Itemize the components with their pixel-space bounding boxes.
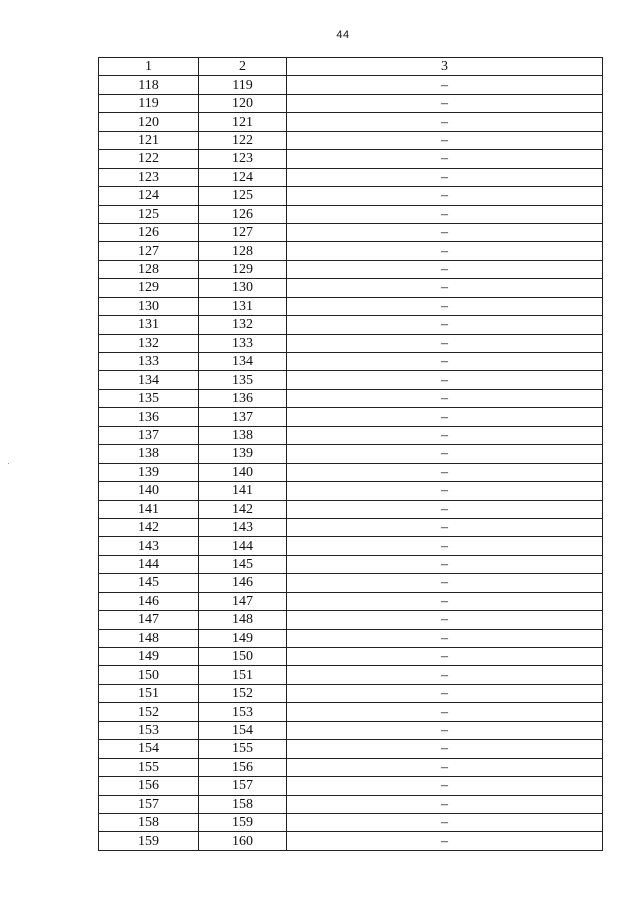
table-cell-col-2: 144 [199, 537, 287, 555]
table-row [99, 94, 603, 112]
table-row [99, 795, 603, 813]
table-row [99, 777, 603, 795]
table-cell-col-1: 128 [99, 260, 199, 278]
table-cell-col-1: 148 [99, 629, 199, 647]
table-cell-col-3: – [287, 777, 603, 795]
column-header-1: 1 [99, 58, 199, 76]
table-cell-col-2: 136 [199, 389, 287, 407]
table-row [99, 629, 603, 647]
table-cell-col-1: 131 [99, 316, 199, 334]
table-cell-col-1: 133 [99, 353, 199, 371]
table-cell-col-3: – [287, 684, 603, 702]
table-row [99, 832, 603, 850]
table-cell-col-1: 151 [99, 684, 199, 702]
table-cell-col-1: 149 [99, 648, 199, 666]
table-cell-col-2: 133 [199, 334, 287, 352]
table-row [99, 555, 603, 573]
table-cell-col-3: – [287, 113, 603, 131]
table-row [99, 518, 603, 536]
table-cell-col-1: 125 [99, 205, 199, 223]
table-cell-col-1: 156 [99, 777, 199, 795]
table-cell-col-2: 146 [199, 574, 287, 592]
table-row [99, 666, 603, 684]
table-cell-col-1: 154 [99, 740, 199, 758]
table-cell-col-1: 134 [99, 371, 199, 389]
table-cell-col-3: – [287, 555, 603, 573]
table-cell-col-2: 156 [199, 758, 287, 776]
table-cell-col-2: 160 [199, 832, 287, 850]
table-cell-col-1: 145 [99, 574, 199, 592]
table-row [99, 574, 603, 592]
table-cell-col-1: 158 [99, 813, 199, 831]
table-cell-col-3: – [287, 500, 603, 518]
table-cell-col-2: 159 [199, 813, 287, 831]
table-row [99, 740, 603, 758]
table-row [99, 371, 603, 389]
table-cell-col-2: 149 [199, 629, 287, 647]
table-cell-col-3: – [287, 629, 603, 647]
table-cell-col-2: 125 [199, 187, 287, 205]
table-cell-col-3: – [287, 223, 603, 241]
table-cell-col-3: – [287, 666, 603, 684]
table-cell-col-2: 157 [199, 777, 287, 795]
table-row [99, 408, 603, 426]
table-cell-col-1: 123 [99, 168, 199, 186]
table-cell-col-1: 144 [99, 555, 199, 573]
table-cell-col-3: – [287, 426, 603, 444]
table-header [99, 58, 603, 76]
table-cell-col-1: 147 [99, 611, 199, 629]
table-cell-col-2: 151 [199, 666, 287, 684]
table-cell-col-3: – [287, 150, 603, 168]
table-cell-col-2: 138 [199, 426, 287, 444]
table-cell-col-1: 138 [99, 445, 199, 463]
table-cell-col-2: 131 [199, 297, 287, 315]
table-cell-col-1: 159 [99, 832, 199, 850]
table-cell-col-1: 142 [99, 518, 199, 536]
table-row [99, 389, 603, 407]
table-cell-col-3: – [287, 648, 603, 666]
table-cell-col-3: – [287, 279, 603, 297]
table-cell-col-2: 153 [199, 703, 287, 721]
table-cell-col-3: – [287, 703, 603, 721]
table-row [99, 297, 603, 315]
table-cell-col-3: – [287, 334, 603, 352]
table-cell-col-3: – [287, 205, 603, 223]
table-cell-col-2: 152 [199, 684, 287, 702]
data-table [98, 57, 603, 851]
table-cell-col-1: 122 [99, 150, 199, 168]
table-cell-col-3: – [287, 574, 603, 592]
table-cell-col-3: – [287, 242, 603, 260]
table-row [99, 242, 603, 260]
table-cell-col-3: – [287, 482, 603, 500]
header-row [99, 58, 603, 76]
table-row [99, 353, 603, 371]
table-cell-col-2: 122 [199, 131, 287, 149]
table-cell-col-1: 157 [99, 795, 199, 813]
table-cell-col-2: 140 [199, 463, 287, 481]
table-cell-col-2: 154 [199, 721, 287, 739]
table-cell-col-3: – [287, 463, 603, 481]
table-cell-col-1: 130 [99, 297, 199, 315]
table-cell-col-1: 140 [99, 482, 199, 500]
table-cell-col-2: 143 [199, 518, 287, 536]
table-cell-col-1: 118 [99, 76, 199, 94]
table-cell-col-2: 148 [199, 611, 287, 629]
margin-mark [8, 463, 9, 464]
table-cell-col-3: – [287, 832, 603, 850]
table-row [99, 131, 603, 149]
table-row [99, 592, 603, 610]
table-cell-col-3: – [287, 721, 603, 739]
table-row [99, 334, 603, 352]
table-cell-col-2: 134 [199, 353, 287, 371]
table-cell-col-3: – [287, 94, 603, 112]
table-row [99, 500, 603, 518]
table-cell-col-1: 152 [99, 703, 199, 721]
table-cell-col-2: 142 [199, 500, 287, 518]
table-cell-col-3: – [287, 592, 603, 610]
table-cell-col-1: 155 [99, 758, 199, 776]
table-body [99, 76, 603, 850]
table-cell-col-1: 132 [99, 334, 199, 352]
table-row [99, 684, 603, 702]
table-cell-col-1: 121 [99, 131, 199, 149]
table-cell-col-1: 136 [99, 408, 199, 426]
table-row [99, 463, 603, 481]
table-row [99, 703, 603, 721]
table-row [99, 223, 603, 241]
table-cell-col-1: 126 [99, 223, 199, 241]
table-row [99, 537, 603, 555]
column-header-2: 2 [199, 58, 287, 76]
table-cell-col-2: 128 [199, 242, 287, 260]
table-cell-col-3: – [287, 740, 603, 758]
table-cell-col-3: – [287, 408, 603, 426]
table-cell-col-2: 126 [199, 205, 287, 223]
table-cell-col-3: – [287, 389, 603, 407]
table-cell-col-1: 119 [99, 94, 199, 112]
table-cell-col-3: – [287, 445, 603, 463]
table-cell-col-1: 143 [99, 537, 199, 555]
table-cell-col-2: 137 [199, 408, 287, 426]
table-cell-col-3: – [287, 297, 603, 315]
table-cell-col-3: – [287, 168, 603, 186]
table-row [99, 279, 603, 297]
table-cell-col-1: 120 [99, 113, 199, 131]
table-cell-col-2: 124 [199, 168, 287, 186]
table-cell-col-2: 119 [199, 76, 287, 94]
table-cell-col-3: – [287, 260, 603, 278]
table-cell-col-1: 150 [99, 666, 199, 684]
table-cell-col-2: 147 [199, 592, 287, 610]
table-cell-col-3: – [287, 187, 603, 205]
table-row [99, 813, 603, 831]
table-cell-col-2: 145 [199, 555, 287, 573]
table-cell-col-1: 137 [99, 426, 199, 444]
table-row [99, 721, 603, 739]
table-row [99, 611, 603, 629]
table-cell-col-1: 153 [99, 721, 199, 739]
table-cell-col-2: 139 [199, 445, 287, 463]
table-cell-col-2: 135 [199, 371, 287, 389]
table-cell-col-3: – [287, 537, 603, 555]
table-cell-col-1: 124 [99, 187, 199, 205]
table-cell-col-3: – [287, 611, 603, 629]
table-cell-col-1: 135 [99, 389, 199, 407]
table-cell-col-1: 146 [99, 592, 199, 610]
table-cell-col-2: 121 [199, 113, 287, 131]
table-cell-col-3: – [287, 131, 603, 149]
table-row [99, 168, 603, 186]
table-cell-col-3: – [287, 353, 603, 371]
table-cell-col-3: – [287, 371, 603, 389]
column-header-3: 3 [287, 58, 603, 76]
table-cell-col-2: 158 [199, 795, 287, 813]
table-cell-col-2: 129 [199, 260, 287, 278]
table-cell-col-3: – [287, 758, 603, 776]
table-cell-col-3: – [287, 316, 603, 334]
table-cell-col-2: 132 [199, 316, 287, 334]
table-cell-col-1: 141 [99, 500, 199, 518]
table-cell-col-3: – [287, 813, 603, 831]
table-row [99, 316, 603, 334]
table-cell-col-3: – [287, 518, 603, 536]
table-cell-col-3: – [287, 76, 603, 94]
table-cell-col-2: 150 [199, 648, 287, 666]
table-cell-col-1: 129 [99, 279, 199, 297]
table-cell-col-3: – [287, 795, 603, 813]
table-row [99, 445, 603, 463]
table-row [99, 76, 603, 94]
table-cell-col-2: 123 [199, 150, 287, 168]
table-cell-col-1: 127 [99, 242, 199, 260]
table-row [99, 260, 603, 278]
table-cell-col-2: 155 [199, 740, 287, 758]
table-cell-col-2: 127 [199, 223, 287, 241]
table-row [99, 758, 603, 776]
table-row [99, 648, 603, 666]
table-row [99, 113, 603, 131]
table-row [99, 187, 603, 205]
table-row [99, 205, 603, 223]
table-cell-col-1: 139 [99, 463, 199, 481]
table-cell-col-2: 141 [199, 482, 287, 500]
table-cell-col-2: 130 [199, 279, 287, 297]
table-cell-col-2: 120 [199, 94, 287, 112]
table-row [99, 482, 603, 500]
table-row [99, 426, 603, 444]
page-number: 44 [336, 29, 350, 41]
table-row [99, 150, 603, 168]
